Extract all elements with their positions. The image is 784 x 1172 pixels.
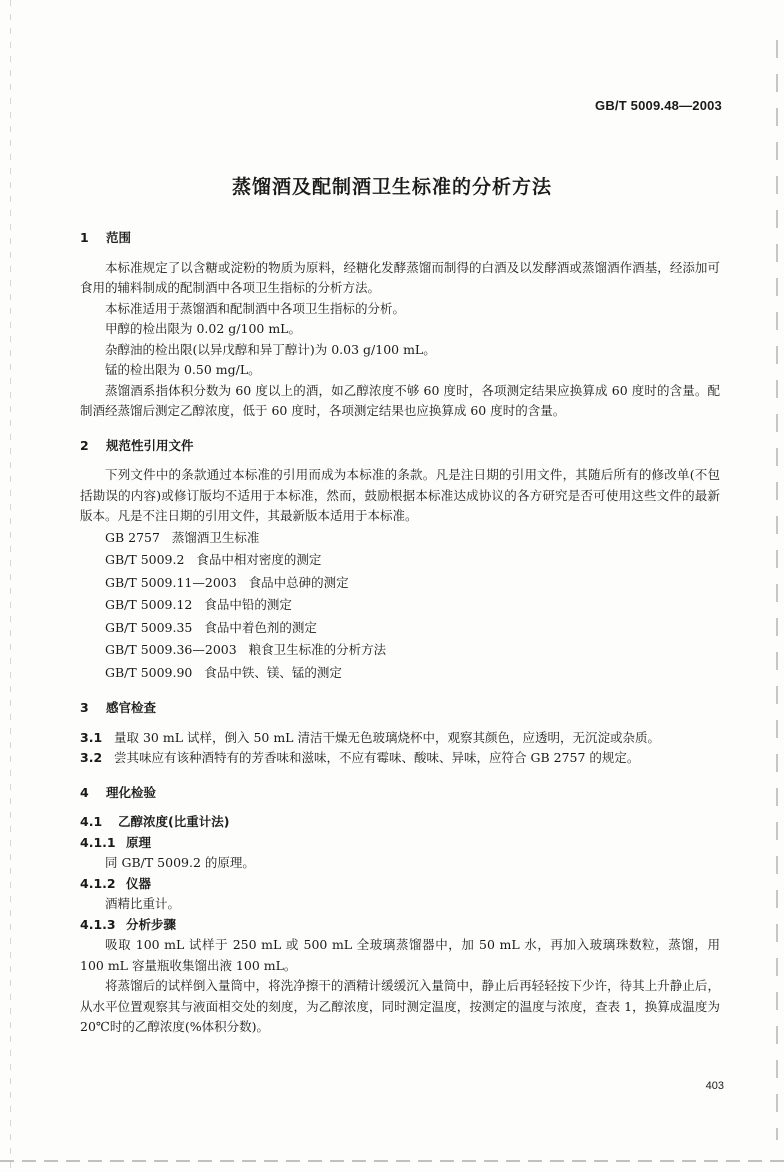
- subsection-title: 分析步骤: [126, 916, 177, 932]
- subsection-title: 原理: [126, 834, 152, 850]
- subsection-title: 仪器: [126, 875, 152, 891]
- reference-item: [80, 527, 720, 550]
- clause-item: [80, 748, 720, 769]
- paragraph: 甲醇的检出限为 0.02 g/100 mL。: [105, 321, 301, 336]
- clause-number: 3.2: [80, 750, 103, 765]
- paragraph: 锰的检出限为 0.50 mg/L。: [105, 362, 261, 377]
- section-number: 3: [80, 700, 89, 715]
- section-number: 1: [80, 230, 89, 245]
- paragraph: 下列文件中的条款通过本标准的引用而成为本标准的条款。凡是注日期的引用文件，其随后所有的修改单(不包括勘误的内容)或修订版均不适用于本标准，然而，鼓励根据本标准达成协议的各方研究是否可使用这些文件的最新版本。凡是不注日期的引用文件，其最新版本适用于本标准。: [80, 467, 720, 523]
- subsection-number: 4.1: [80, 814, 103, 829]
- reference-title: 食品中铅的测定: [204, 597, 292, 612]
- section-number: 4: [80, 784, 89, 800]
- reference-item: [80, 572, 720, 595]
- reference-item: [80, 662, 720, 685]
- reference-code: GB/T 5009.36—2003: [105, 642, 237, 657]
- clause-text: 量取 30 mL 试样，倒入 50 mL 清洁干燥无色玻璃烧杯中，观察其颜色，应透明，无沉淀或杂质。: [114, 729, 660, 745]
- paragraph: 同 GB/T 5009.2 的原理。: [105, 855, 255, 870]
- section-title: 理化检验: [106, 784, 157, 800]
- section-4-heading: [80, 783, 720, 804]
- paragraph: 本标准适用于蒸馏酒和配制酒中各项卫生指标的分析。: [105, 300, 406, 316]
- scan-edge-right: [776, 40, 778, 1140]
- reference-title: 蒸馏酒卫生标准: [171, 529, 260, 545]
- reference-title: 粮食卫生标准的分析方法: [248, 642, 387, 657]
- section-1-heading: [80, 228, 720, 249]
- reference-code: GB/T 5009.12: [105, 597, 193, 612]
- paragraph: 杂醇油的检出限(以异戊醇和异丁醇计)为 0.03 g/100 mL。: [105, 341, 436, 357]
- reference-code: GB/T 5009.11—2003: [105, 574, 237, 590]
- subsection-number: 4.1.2: [80, 875, 116, 891]
- reference-item: [80, 617, 720, 640]
- subsection-4-1-3-heading: [80, 915, 720, 936]
- reference-item: [80, 549, 720, 572]
- reference-title: 食品中相对密度的测定: [196, 552, 322, 567]
- clause-text: 尝其味应有该种酒特有的芳香味和滋味，不应有霉味、酸味、异味，应符合 GB 2757 的规定。: [114, 750, 640, 765]
- paragraph: 蒸馏酒系指体积分数为 60 度以上的酒，如乙醇浓度不够 60 度时，各项测定结果应换算成 60 度时的含量。配制酒经蒸馏后测定乙醇浓度，低于 60 度时，各项测定结果也应换算成 60 度时的含量。: [80, 382, 720, 418]
- subsection-4-1-heading: [80, 812, 720, 833]
- section-2-heading: [80, 436, 720, 457]
- document-title: 蒸馏酒及配制酒卫生标准的分析方法: [231, 176, 552, 198]
- reference-code: GB 2757: [105, 529, 160, 545]
- standard-code: GB/T 5009.48—2003: [595, 98, 722, 113]
- clause-item: [80, 728, 720, 749]
- paragraph: 吸取 100 mL 试样于 250 mL 或 500 mL 全玻璃蒸馏器中，加 50 mL 水，再加入玻璃珠数粒，蒸馏，用 100 mL 容量瓶收集馏出液 100 mL。: [80, 937, 720, 973]
- reference-item: [80, 639, 720, 662]
- section-title: 感官检查: [106, 700, 157, 715]
- document-body: [80, 228, 720, 1038]
- reference-code: GB/T 5009.90: [105, 664, 193, 680]
- scan-bottom-edge: [0, 1160, 784, 1162]
- section-title: 规范性引用文件: [106, 437, 194, 453]
- reference-item: [80, 594, 720, 617]
- section-3-heading: [80, 698, 720, 719]
- paragraph: 本标准规定了以含糖或淀粉的物质为原料，经糖化发酵蒸馏而制得的白酒及以发酵酒或蒸馏酒作酒基，经添加可食用的辅料制成的配制酒中各项卫生指标的分析方法。: [80, 259, 720, 295]
- reference-code: GB/T 5009.2: [105, 552, 185, 567]
- reference-title: 食品中铁、镁、锰的测定: [204, 664, 342, 680]
- subsection-number: 4.1.1: [80, 834, 116, 850]
- section-number: 2: [80, 437, 89, 453]
- clause-number: 3.1: [80, 729, 103, 745]
- reference-title: 食品中总砷的测定: [248, 574, 349, 590]
- subsection-number: 4.1.3: [80, 916, 116, 932]
- subsection-4-1-1-heading: [80, 833, 720, 854]
- reference-title: 食品中着色剂的测定: [204, 619, 317, 635]
- reference-code: GB/T 5009.35: [105, 619, 193, 635]
- paragraph: 将蒸馏后的试样倒入量筒中，将洗净擦干的酒精计缓缓沉入量筒中，静止后再轻轻按下少许，待其上升静止后，从水平位置观察其与液面相交处的刻度，为乙醇浓度，同时测定温度，按测定的温度与浓度，查表 1，换算成温度为 20℃时的乙醇浓度(%体积分数)。: [80, 978, 720, 1034]
- page-number: 403: [705, 1080, 724, 1092]
- section-title: 范围: [106, 230, 132, 245]
- subsection-title: 乙醇浓度(比重计法): [118, 814, 230, 829]
- subsection-4-1-2-heading: [80, 874, 720, 895]
- paragraph: 酒精比重计。: [105, 896, 181, 911]
